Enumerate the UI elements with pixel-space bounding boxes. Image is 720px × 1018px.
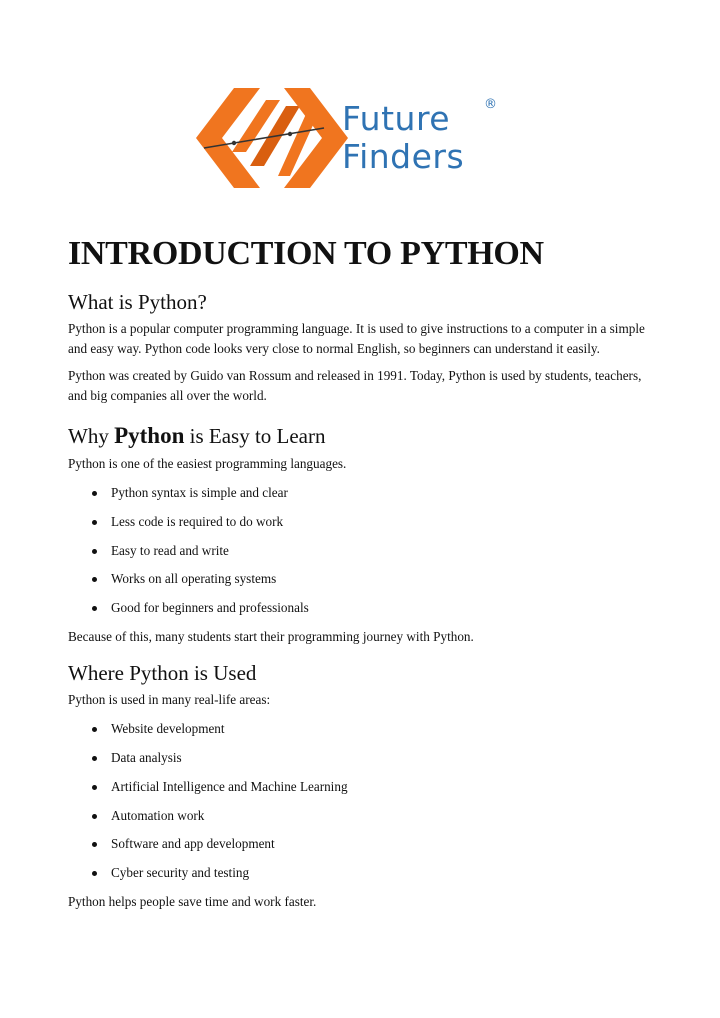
why-heading-pre: Why [68,424,115,448]
list-item-text: Software and app development [111,836,275,852]
bullet-icon [92,606,97,611]
bullet-icon [92,491,97,496]
bullet-icon [92,520,97,525]
logo-text-finders: Finders [342,137,465,176]
section-heading-why [68,422,658,450]
why-heading-post: is Easy to Learn [184,424,326,448]
list-item [68,863,658,883]
list-item [68,598,658,618]
section-heading-what: What is Python? [68,290,207,314]
section-heading-where: Where Python is Used [68,661,257,686]
where-bullet-list [68,719,658,883]
logo-registered-mark: ® [484,97,497,112]
why-bullet-list [68,483,658,618]
list-item-text: Easy to read and write [111,542,229,558]
list-item [68,806,658,826]
list-item-text: Good for beginners and professionals [111,600,309,616]
why-intro: Python is one of the easiest programming languages. [68,456,347,471]
logo-graphic [194,86,524,190]
what-paragraph-1: Python is a popular computer programming language. It is used to give instructions to a computer in a simple and easy way. Python code looks very close to normal English, so beginners can understand it easily. [68,321,645,356]
bullet-icon [92,871,97,876]
list-item-text: Cyber security and testing [111,865,250,881]
bullet-icon [92,842,97,847]
list-item-text: Artificial Intelligence and Machine Learning [111,778,348,794]
list-item-text: Website development [111,721,225,737]
list-item-text: Automation work [111,807,205,823]
bullet-icon [92,727,97,732]
list-item [68,834,658,854]
bullet-icon [92,549,97,554]
what-paragraph-2: Python was created by Guido van Rossum and released in 1991. Today, Python is used by students, teachers, and big companies all over the world. [68,368,642,403]
list-item [68,719,658,739]
logo-text-future: Future [342,99,451,138]
list-item [68,777,658,797]
list-item [68,748,658,768]
list-item [68,569,658,589]
why-outro: Because of this, many students start their programming journey with Python. [68,629,474,645]
future-finders-logo [194,86,524,190]
bullet-icon [92,785,97,790]
where-outro: Python helps people save time and work faster. [68,894,317,910]
document-title: INTRODUCTION TO PYTHON [68,235,544,272]
list-item-text: Python syntax is simple and clear [111,485,288,500]
list-item-text: Data analysis [111,749,182,765]
where-intro: Python is used in many real-life areas: [68,692,271,708]
list-item [68,541,658,561]
bullet-icon [92,577,97,582]
bullet-icon [92,756,97,761]
logo-chevron-right-outer [284,88,348,188]
why-heading-emphasis: Python [114,423,185,448]
document-content [68,232,658,912]
list-item [68,512,658,532]
list-item-text: Less code is required to do work [111,513,284,529]
list-item-text: Works on all operating systems [111,571,277,587]
bullet-icon [92,814,97,819]
list-item [68,483,658,503]
